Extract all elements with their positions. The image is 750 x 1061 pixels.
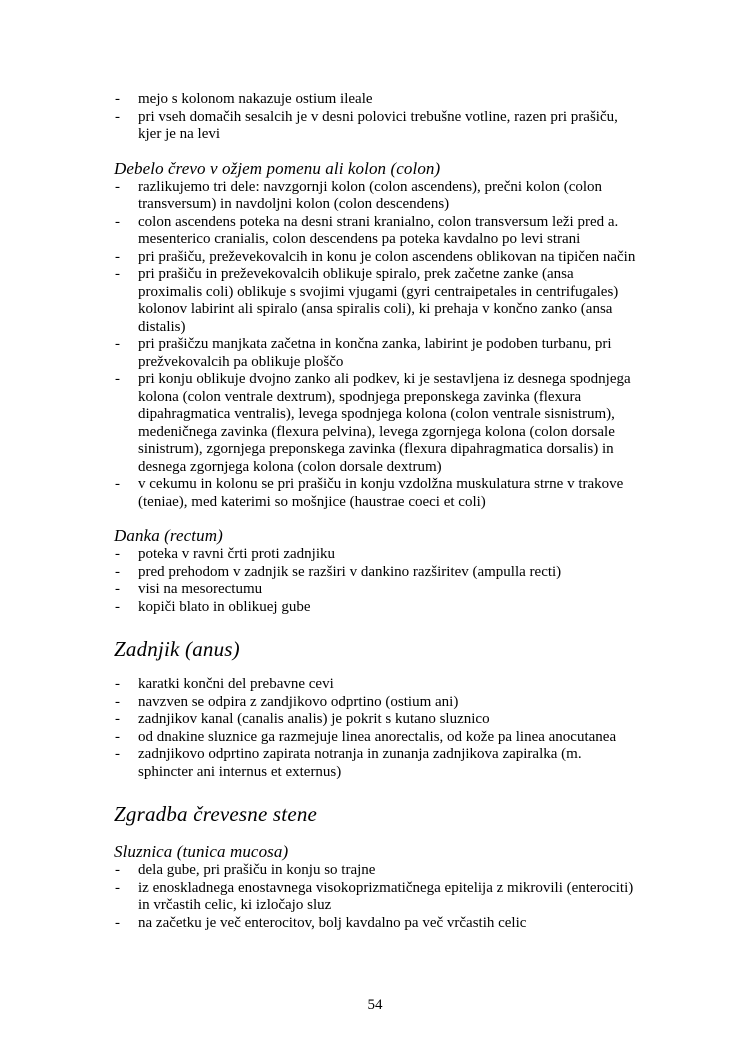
- list-item: [114, 179, 638, 214]
- section-heading-kolon: Debelo črevo v ožjem pomenu ali kolon (colon): [114, 158, 441, 178]
- bullet-dash: -: [115, 476, 120, 492]
- bullet-dash: -: [115, 213, 120, 230]
- list-item: [114, 91, 638, 109]
- list-item: [114, 476, 638, 511]
- list-item: [114, 564, 638, 582]
- list-item-text: v cekumu in kolonu se pri prašiču in konju vzdolžna muskulatura strne v trakove (teniae), med katerimi so mošnjice (haustrae coeci et coli): [138, 476, 624, 510]
- list-item: [114, 915, 638, 933]
- list-item-text: colon ascendens poteka na desni strani kranialno, colon transversum leži pred a. mesenterico cranialis, colon descendens pa poteka kavdalno po levi strani: [138, 213, 619, 247]
- bullet-dash: -: [115, 862, 120, 878]
- list-item-text: pri konju oblikuje dvojno zanko ali podkev, ki je sestavljena iz desnega spodnjega kolona (colon ventrale dextrum), spodnjega preponskega zavinka (flexura dipahragmatica ventralis), levega spodnjega kolona (colon ventrale sisnistrum), medeničnega zavinka (flexura pelvina), levega zgornjega kolona (colon dorsale sinistrum), zgornjega preponskega zavinka (flexura dipahragmatica dorsalis) in desnega zgornjega kolona (colon dorsale dextrum): [138, 371, 631, 475]
- bullet-dash: -: [115, 336, 120, 352]
- bullet-dash: -: [115, 371, 120, 387]
- bullet-dash: -: [115, 546, 120, 562]
- section-heading-sluznica: Sluznica (tunica mucosa): [114, 842, 289, 861]
- list-item-text: od dnakine sluznice ga razmejuje linea anorectalis, od kože pa linea anocutanea: [138, 728, 617, 745]
- list-item-text: navzven se odpira z zandjikovo odprtino (ostium ani): [138, 693, 459, 710]
- list-item-text: mejo s kolonom nakazuje ostium ileale: [138, 91, 373, 107]
- bullet-dash: -: [115, 879, 120, 896]
- list-item-text: zadnjikov kanal (canalis analis) je pokrit s kutano sluznico: [138, 711, 490, 727]
- bullet-dash: -: [115, 914, 120, 931]
- bullet-dash: -: [115, 746, 120, 762]
- list-item: [114, 214, 638, 249]
- document-content: [114, 0, 638, 932]
- list-item: [114, 694, 638, 712]
- list-item: [114, 371, 638, 476]
- bullet-list-intro: [114, 91, 638, 144]
- list-item: [114, 676, 638, 694]
- list-item: [114, 599, 638, 617]
- bullet-list-zadnjik: [114, 676, 638, 781]
- list-item: [114, 546, 638, 564]
- list-item-text: razlikujemo tri dele: navzgornji kolon (colon ascendens), prečni kolon (colon transversum) in navdoljni kolon (colon descendens): [138, 178, 603, 212]
- bullet-list-sluznica: [114, 862, 638, 932]
- list-item-text: pri vseh domačih sesalcih je v desni polovici trebušne votline, razen pri prašiču, kjer je na levi: [138, 108, 618, 142]
- page-number: 54: [367, 997, 383, 1013]
- list-item: [114, 109, 638, 144]
- list-item: [114, 880, 638, 915]
- section-heading-zgradba: Zgradba črevesne stene: [114, 802, 318, 826]
- bullet-dash: -: [115, 178, 120, 195]
- section-heading-danka: Danka (rectum): [114, 526, 223, 545]
- bullet-dash: -: [115, 598, 120, 615]
- bullet-dash: -: [115, 563, 120, 580]
- list-item-text: pri prašiču in preževekovalcih oblikuje spiralo, prek začetne zanke (ansa proximalis coli) oblikuje s svojimi vjugami (gyri centraipetales in centrifugales) kolonov labirint ali spiralo (ansa spiralis coli), ki prehaja v končno zanko (ansa distalis): [138, 266, 619, 335]
- list-item: [114, 266, 638, 336]
- bullet-dash: -: [115, 248, 120, 265]
- bullet-list-danka: [114, 546, 638, 616]
- list-item-text: pred prehodom v zadnjik se razširi v dankino razširitev (ampulla recti): [138, 563, 562, 580]
- list-item-text: pri prašiču, preževekovalcih in konu je colon ascendens oblikovan na tipičen način: [138, 248, 636, 265]
- list-item-text: zadnjikovo odprtino zapirata notranja in zunanja zadnjikova zapiralka (m. sphincter ani internus et externus): [138, 746, 582, 780]
- list-item: [114, 336, 638, 371]
- list-item-text: pri prašičzu manjkata začetna in končna zanka, labirint je podoben turbanu, pri prežvekovalcih pa oblikuje ploščo: [138, 336, 612, 370]
- bullet-dash: -: [115, 266, 120, 282]
- list-item: [114, 249, 638, 267]
- list-item: [114, 729, 638, 747]
- list-item-text: poteka v ravni črti proti zadnjiku: [138, 546, 336, 562]
- list-item: [114, 711, 638, 729]
- list-item: [114, 581, 638, 599]
- list-item: [114, 862, 638, 880]
- list-item-text: iz enoskladnega enostavnega visokoprizmatičnega epitelija z mikrovili (enterociti) in vrčastih celic, ki izločajo sluz: [138, 879, 634, 913]
- bullet-dash: -: [115, 91, 120, 107]
- bullet-dash: -: [115, 693, 120, 710]
- bullet-dash: -: [115, 728, 120, 745]
- list-item-text: karatki končni del prebavne cevi: [138, 676, 334, 692]
- bullet-list-kolon: [114, 179, 638, 512]
- bullet-dash: -: [115, 711, 120, 727]
- list-item-text: visi na mesorectumu: [138, 581, 263, 597]
- bullet-dash: -: [115, 108, 120, 125]
- bullet-dash: -: [115, 581, 120, 597]
- list-item-text: dela gube, pri prašiču in konju so trajne: [138, 862, 376, 878]
- bullet-dash: -: [115, 676, 120, 692]
- list-item-text: kopiči blato in oblikuej gube: [138, 598, 311, 615]
- list-item-text: na začetku je več enterocitov, bolj kavdalno pa več vrčastih celic: [138, 914, 527, 931]
- section-heading-zadnjik: Zadnjik (anus): [114, 637, 240, 661]
- list-item: [114, 746, 638, 781]
